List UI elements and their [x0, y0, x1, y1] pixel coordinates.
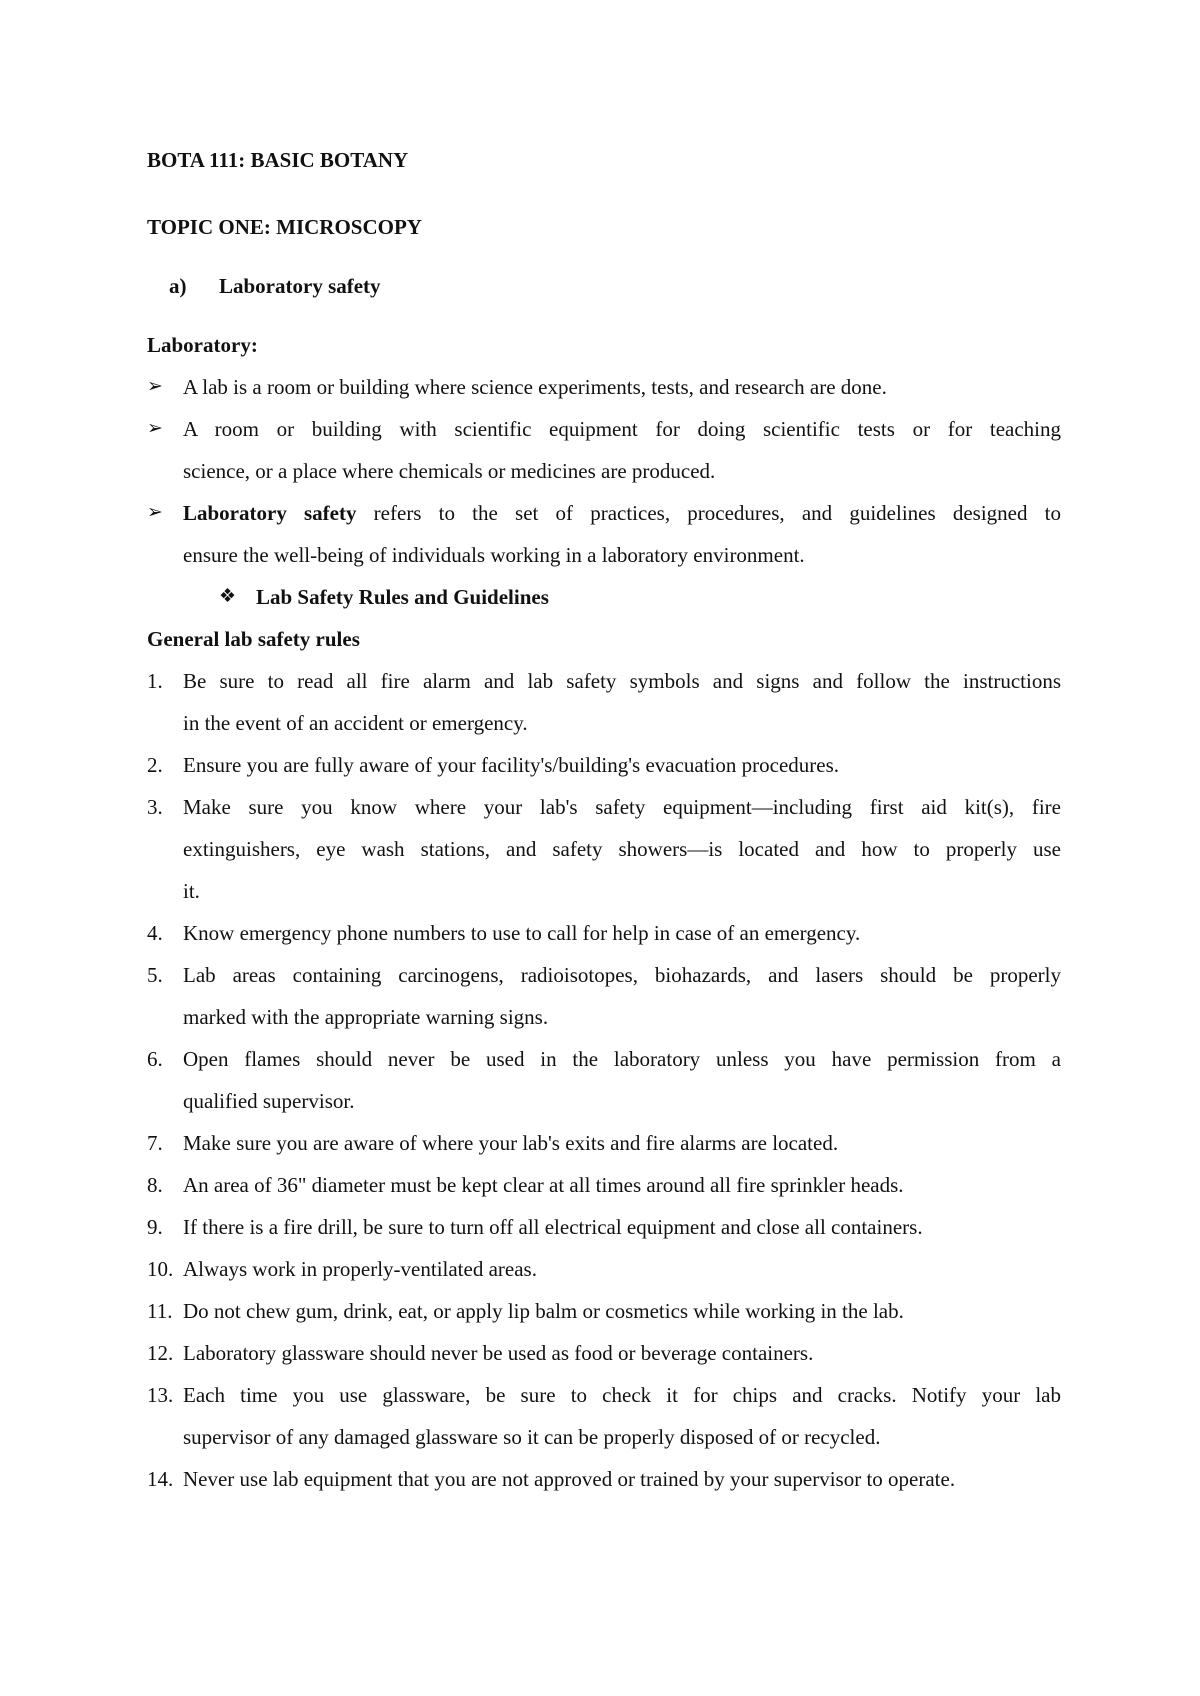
rules-section-title: Lab Safety Rules and Guidelines	[256, 585, 549, 609]
rule-line: Ensure you are fully aware of your facility's/building's evacuation procedures.	[183, 753, 840, 777]
rule-line: Open flames should never be used in the laboratory unless you have permission from a	[183, 1047, 1061, 1071]
rule-line: An area of 36" diameter must be kept clear at all times around all fire sprinkler heads.	[183, 1173, 904, 1197]
rule-line: qualified supervisor.	[183, 1089, 355, 1113]
rule-line: Laboratory glassware should never be used as food or beverage containers.	[183, 1341, 814, 1365]
rule-number: 11.	[147, 1299, 173, 1323]
rule-line: supervisor of any damaged glassware so it can be properly disposed of or recycled.	[183, 1425, 881, 1449]
rule-line: Make sure you are aware of where your lab's exits and fire alarms are located.	[183, 1131, 839, 1155]
rule-number: 13.	[147, 1383, 174, 1407]
rule-line: Do not chew gum, drink, eat, or apply lip balm or cosmetics while working in the lab.	[183, 1299, 904, 1323]
rule-number: 9.	[147, 1215, 163, 1239]
rule-line: Know emergency phone numbers to use to call for help in case of an emergency.	[183, 921, 861, 945]
rule-number: 2.	[147, 753, 163, 777]
definition-text: refers to the set of practices, procedures, and guidelines designed to	[356, 501, 1061, 525]
laboratory-heading: Laboratory:	[147, 333, 258, 357]
rule-line: Never use lab equipment that you are not approved or trained by your supervisor to operate.	[183, 1467, 956, 1491]
arrow-bullet-icon: ➢	[147, 376, 163, 397]
rule-number: 10.	[147, 1257, 174, 1281]
rule-line: extinguishers, eye wash stations, and safety showers—is located and how to properly use	[183, 837, 1061, 861]
general-rules-heading: General lab safety rules	[147, 627, 360, 651]
definition-line: science, or a place where chemicals or medicines are produced.	[183, 459, 716, 483]
rule-number: 6.	[147, 1047, 163, 1071]
rule-number: 3.	[147, 795, 163, 819]
rule-line: Make sure you know where your lab's safety equipment—including first aid kit(s), fire	[183, 795, 1061, 819]
definition-line: A room or building with scientific equipment for doing scientific tests or for teaching	[183, 417, 1061, 441]
arrow-bullet-icon: ➢	[147, 418, 163, 439]
rule-number: 1.	[147, 669, 163, 693]
definition-line	[183, 500, 1061, 526]
rule-number: 8.	[147, 1173, 163, 1197]
rule-line: If there is a fire drill, be sure to turn off all electrical equipment and close all containers.	[183, 1215, 923, 1239]
arrow-bullet-icon: ➢	[147, 502, 163, 523]
definition-line: A lab is a room or building where science experiments, tests, and research are done.	[183, 375, 887, 399]
definition-bold-lead: Laboratory safety	[183, 501, 357, 525]
subsection-marker: a)	[169, 274, 187, 298]
rule-number: 7.	[147, 1131, 163, 1155]
rule-line: Be sure to read all fire alarm and lab safety symbols and signs and follow the instructions	[183, 669, 1061, 693]
rule-line: Each time you use glassware, be sure to check it for chips and cracks. Notify your lab	[183, 1383, 1061, 1407]
rule-number: 14.	[147, 1467, 174, 1491]
diamond-bullet-icon: ❖	[219, 586, 237, 607]
rule-line: it.	[183, 879, 200, 903]
topic-title: TOPIC ONE: MICROSCOPY	[147, 215, 422, 239]
rule-number: 4.	[147, 921, 163, 945]
rule-line: Always work in properly-ventilated areas.	[183, 1257, 537, 1281]
rule-line: Lab areas containing carcinogens, radioisotopes, biohazards, and lasers should be properly	[183, 963, 1061, 987]
definition-line: ensure the well-being of individuals working in a laboratory environment.	[183, 543, 805, 567]
rule-line: in the event of an accident or emergency.	[183, 711, 528, 735]
course-title: BOTA 111: BASIC BOTANY	[147, 148, 409, 172]
rule-number: 5.	[147, 963, 163, 987]
subsection-title: Laboratory safety	[219, 274, 381, 298]
rule-number: 12.	[147, 1341, 174, 1365]
rule-line: marked with the appropriate warning signs.	[183, 1005, 549, 1029]
